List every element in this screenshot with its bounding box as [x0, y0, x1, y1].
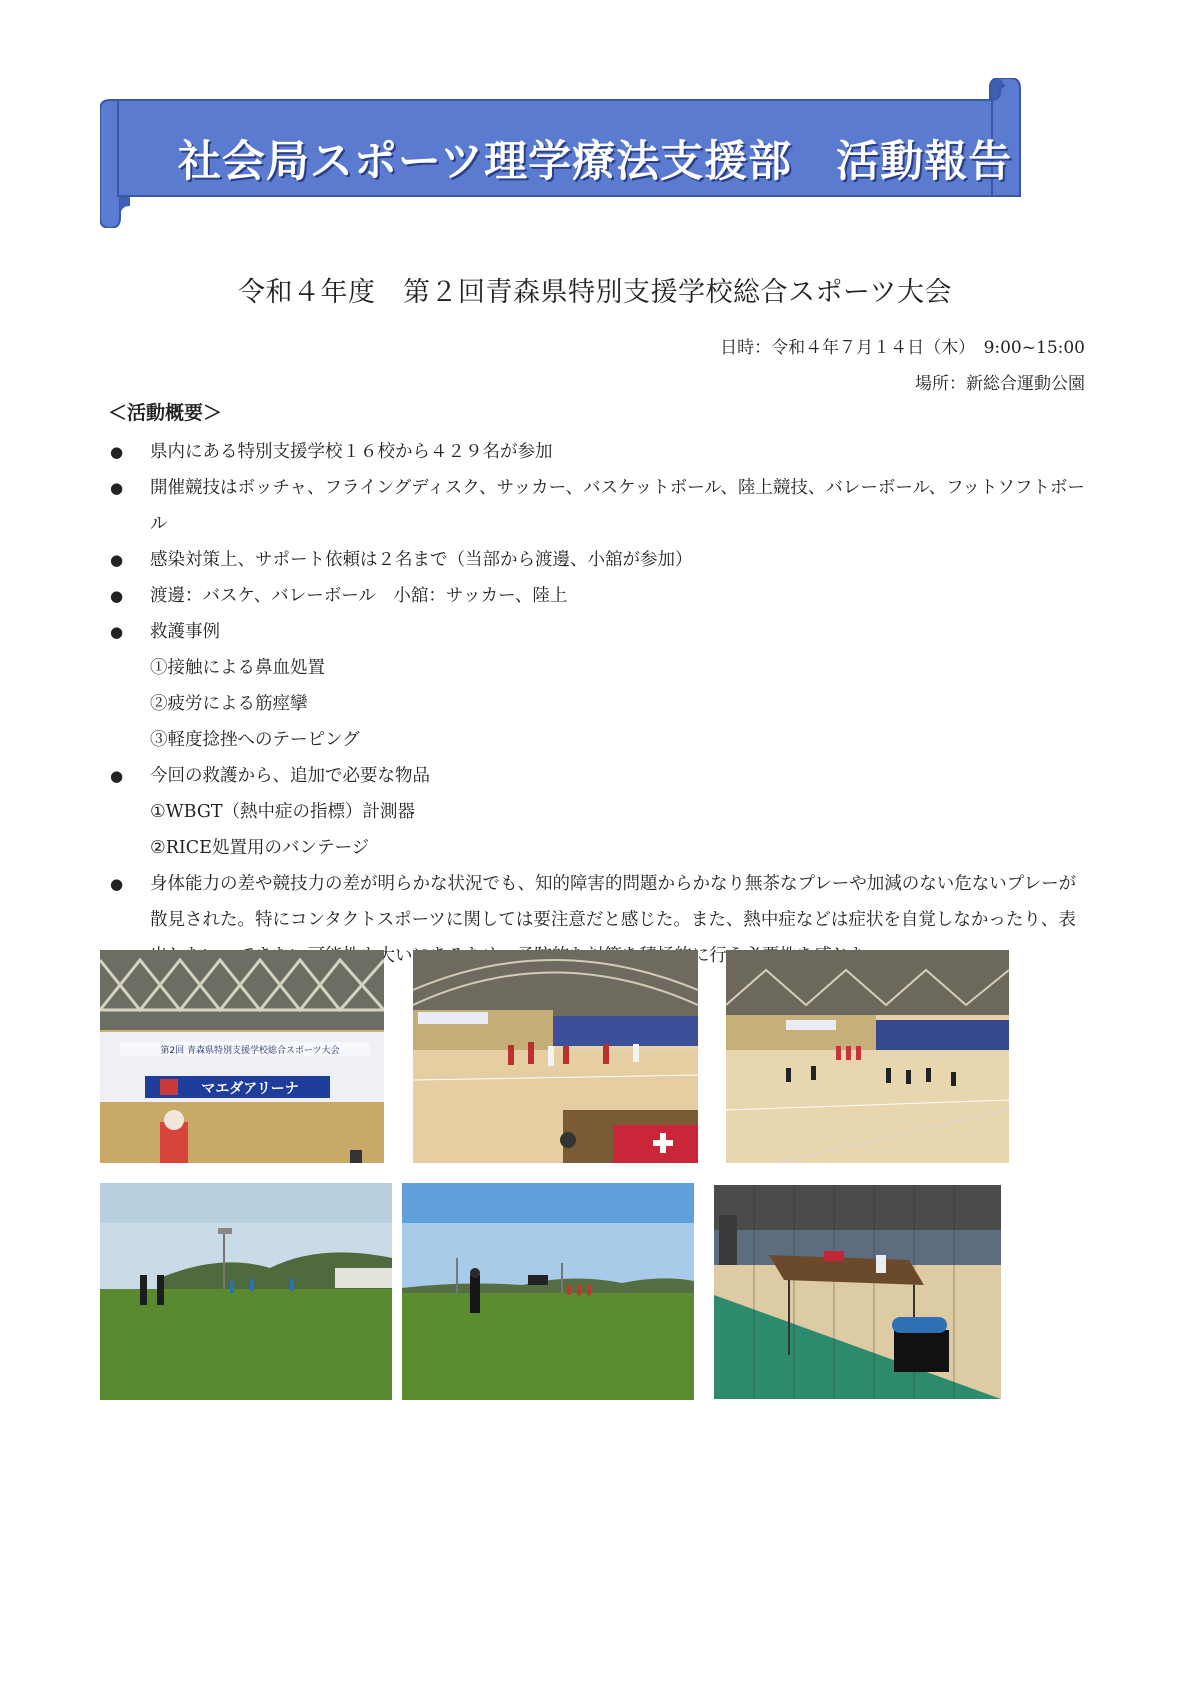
overview-heading: ＜活動概要＞ [108, 402, 223, 424]
arena-sign-text: 第2回 青森県特別支援学校総合スポーツ大会 [160, 1046, 340, 1056]
list-item-text: 感染対策上、サポート依頼は２名まで（当部から渡邊、小舘が参加） [150, 550, 693, 570]
bullet-icon: ● [110, 623, 124, 641]
event-title: 令和４年度 第２回青森県特別支援学校総合スポーツ大会 [238, 277, 952, 308]
list-item [108, 434, 1085, 470]
list-item-text: 今回の救護から、追加で必要な物品 [150, 766, 430, 786]
title-banner [100, 78, 1090, 228]
event-place: 場所：新総合運動公園 [915, 374, 1085, 394]
photo-first-aid-desk [714, 1185, 1001, 1399]
bullet-icon: ● [110, 587, 124, 605]
banner-title: 社会局スポーツ理学療法支援部 活動報告 [177, 136, 1013, 187]
list-item [108, 470, 1085, 542]
list-item-text: 身体能力の差や競技力の差が明らかな状況でも、知的障害的問題からかなり無茶なプレーや加減のない危ないプレーが散見された。特にコンタクトスポーツに関しては要注意だと感じた。また、熱中症などは症状を自覚しなかったり、表 できない可能性も大いにあるため、予防的な対策を積極的に行う必要性を感じた。 [150, 874, 1077, 966]
photo-arena-sign [100, 950, 384, 1163]
list-item [108, 578, 1085, 614]
photo-volleyball-court [726, 950, 1009, 1163]
list-item-text: 開催競技はボッチャ、フライングディスク、サッカー、バスケットボール、陸上競技、バレーボール、フットソフトボール [150, 478, 1085, 534]
bullet-icon: ● [110, 479, 124, 497]
photo-soccer-referee [402, 1183, 694, 1400]
list-item-text: 救護事例 [150, 622, 220, 642]
list-item [108, 758, 1085, 866]
bullet-icon: ● [110, 443, 124, 461]
photo-basketball-court [413, 950, 698, 1163]
arena-name-text: マエダアリーナ [201, 1081, 299, 1097]
list-item [108, 614, 1085, 758]
bullet-icon: ● [110, 875, 124, 893]
list-item [108, 542, 1085, 578]
list-item-text: 渡邊：バスケ、バレーボール 小舘：サッカー、陸上 [150, 586, 568, 606]
photo-soccer-field [100, 1183, 392, 1400]
event-datetime: 日時：令和４年７月１４日（木） 9:00~15:00 [720, 338, 1085, 358]
sub-item: ①WBGT（熱中症の指標）計測器 [150, 802, 416, 822]
list-item-text: 県内にある特別支援学校１６校から４２９名が参加 [150, 442, 553, 462]
overview-list [108, 434, 1085, 974]
event-meta [720, 330, 1085, 402]
sub-item: ②疲労による筋痙攣 [150, 694, 308, 714]
sub-item: ③軽度捻挫へのテーピング [150, 730, 360, 750]
bullet-icon: ● [110, 767, 124, 785]
sub-item: ①接触による鼻血処置 [150, 658, 325, 678]
bullet-icon: ● [110, 551, 124, 569]
sub-item: ②RICE処置用のバンテージ [150, 838, 370, 858]
